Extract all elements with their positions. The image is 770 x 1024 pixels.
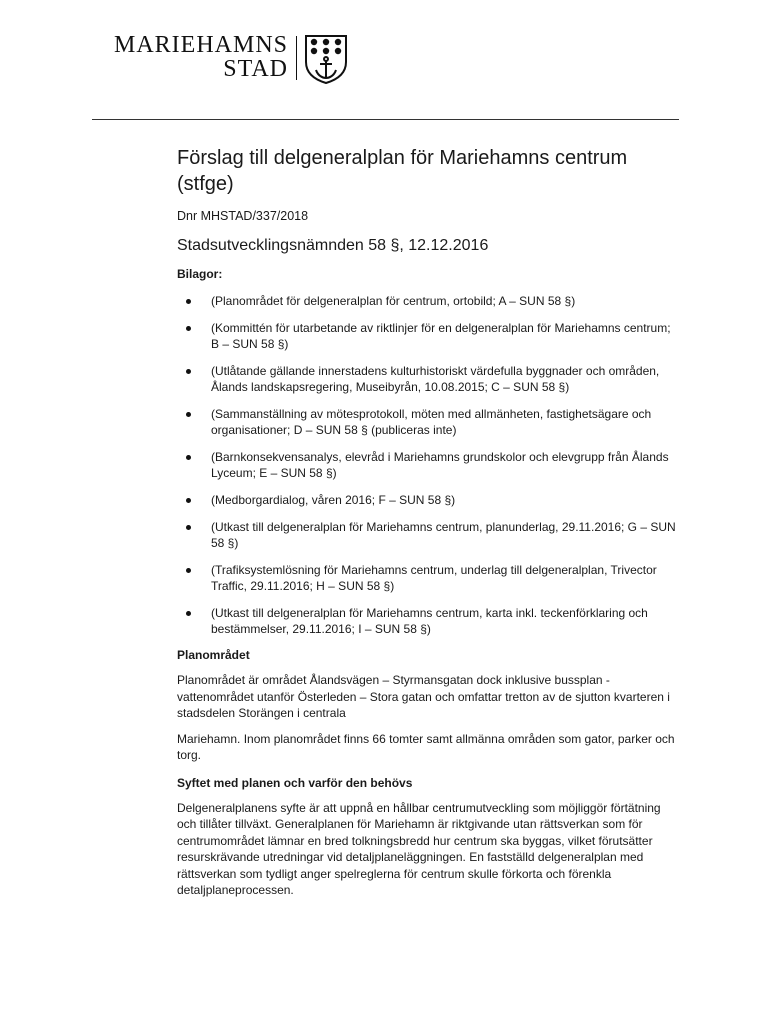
meeting-heading: Stadsutvecklingsnämnden 58 §, 12.12.2016 (177, 237, 489, 254)
list-item: (Medborgardialog, våren 2016; F – SUN 58 §) (177, 492, 677, 508)
logo-line1: MARIEHAMNS (113, 32, 288, 58)
list-item: (Barnkonsekvensanalys, elevråd i Mariehamns grundskolor och elevgrupp från Ålands Lyceum; E – SUN 58 §) (177, 449, 677, 481)
attachments-label: Bilagor: (177, 267, 223, 281)
list-item: (Utlåtande gällande innerstadens kulturhistoriskt värdefulla byggnader och områden, Ålands landskapsregering, Museibyrån, 10.08.2015; C – SUN 58 §) (177, 363, 677, 395)
paragraph: Planområdet är området Ålandsvägen – Styrmansgatan dock inklusive bussplan - vattenområdet utanför Österleden – Stora gatan och omfattar tretton av de sjutton kvarteren i stadsdelen Storängen i centrala (177, 673, 670, 720)
header-rule (92, 119, 679, 120)
list-item: (Kommittén för utarbetande av riktlinjer för en delgeneralplan för Mariehamns centrum; B – SUN 58 §) (177, 320, 677, 352)
logo-divider (296, 36, 297, 80)
logo-line2: STAD (223, 56, 288, 82)
list-item: (Utkast till delgeneralplan för Mariehamns centrum, karta inkl. teckenförklaring och bestämmelser, 29.11.2016; I – SUN 58 §) (177, 605, 677, 637)
attachments-list (177, 293, 677, 637)
list-item: (Sammanställning av mötesprotokoll, möten med allmänheten, fastighetsägare och organisationer; D – SUN 58 § (publiceras inte) (177, 406, 677, 438)
list-item: (Utkast till delgeneralplan för Mariehamns centrum, planunderlag, 29.11.2016; G – SUN 58 §) (177, 519, 677, 551)
page-title: Förslag till delgeneralplan för Mariehamns centrum (stfge) (177, 147, 628, 195)
section-heading-planomradet: Planområdet (177, 648, 250, 662)
document-body (177, 145, 677, 899)
document-number: Dnr MHSTAD/337/2018 (177, 209, 309, 223)
paragraph: Delgeneralplanens syfte är att uppnå en hållbar centrumutveckling som möjliggör förtätning och tillåter tillväxt. Generalplanen för Mariehamn är riktgivande utan rättsverkan som för centrumområdet lämnar en bred tolkningsbredd hur centrum ska byggas, vilket förutsätter resurskrävande utredningar vid detaljplaneläggningen. En fastställd delgeneralplan med rättsverkan som tydligt anger spelreglerna för centrum skulle förkorta och förenkla detaljplaneprocessen. (177, 800, 661, 897)
mariehamn-crest-icon (304, 34, 348, 84)
logo-wordmark (92, 33, 288, 83)
section-heading-syfte: Syftet med planen och varför den behövs (177, 775, 413, 790)
paragraph: Mariehamn. Inom planområdet finns 66 tomter samt allmänna områden som gator, parker och torg. (177, 731, 675, 762)
list-item: (Planområdet för delgeneralplan för centrum, ortobild; A – SUN 58 §) (177, 293, 677, 309)
list-item: (Trafiksystemlösning för Mariehamns centrum, underlag till delgeneralplan, Trivector Traffic, 29.11.2016; H – SUN 58 §) (177, 562, 677, 594)
